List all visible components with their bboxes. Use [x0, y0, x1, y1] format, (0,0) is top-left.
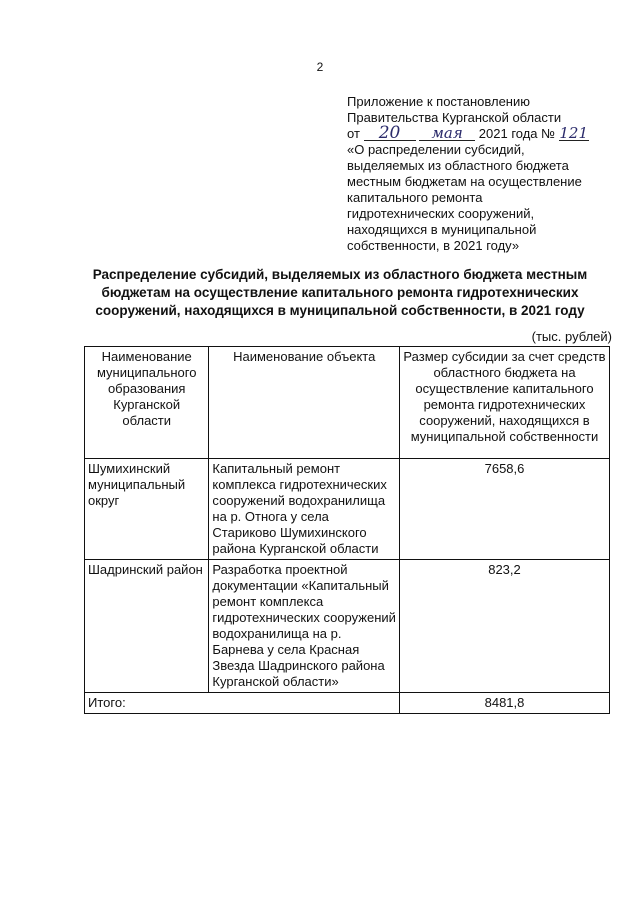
handwritten-doc-number: 121 — [559, 124, 589, 142]
cell-amount: 823,2 — [400, 560, 610, 693]
date-prefix: от — [347, 126, 360, 141]
cell-object: Разработка проектной документации «Капитальный ремонт комплекса гидротехнических сооружений водохранилища на р. Барнева у села Красная Звезда Шадринского района Курганской области» — [209, 560, 400, 693]
cell-municipality: Шумихинский муниципальный округ — [85, 459, 209, 560]
handwritten-month: мая — [419, 126, 475, 141]
header-amount: Размер субсидии за счет средств областного бюджета на осуществление капитального ремонта гидротехнических сооружений, находящихся в муниципальной собственности — [400, 347, 610, 459]
appendix-block — [347, 94, 607, 254]
table-header-row — [85, 347, 610, 459]
title-line-1: Распределение субсидий, выделяемых из областного бюджета местным — [92, 267, 588, 282]
appendix-ref-1: «О распределении субсидий, — [347, 142, 525, 157]
cell-amount: 7658,6 — [400, 459, 610, 560]
table-row — [85, 459, 610, 560]
page-number: 2 — [316, 60, 324, 74]
appendix-date-line — [347, 123, 607, 143]
header-municipality: Наименование муниципального образования Курганской области — [85, 347, 209, 459]
title-line-3: сооружений, находящихся в муниципальной собственности, в 2021 году — [95, 303, 585, 318]
cell-object: Капитальный ремонт комплекса гидротехнических сооружений водохранилища на р. Отнога у села Стариково Шумихинского района Курганской области — [209, 459, 400, 560]
title-line-2: бюджетам на осуществление капитального ремонта гидротехнических — [101, 285, 579, 300]
appendix-ref-6: находящихся в муниципальной — [347, 222, 537, 237]
appendix-ref-2: выделяемых из областного бюджета — [347, 158, 569, 173]
total-amount: 8481,8 — [400, 693, 610, 714]
header-object: Наименование объекта — [209, 347, 400, 459]
cell-municipality: Шадринский район — [85, 560, 209, 693]
document-title — [70, 266, 610, 320]
appendix-ref-5: гидротехнических сооружений, — [347, 206, 535, 221]
appendix-ref-7: собственности, в 2021 году» — [347, 238, 520, 253]
table-row — [85, 560, 610, 693]
unit-label: (тыс. рублей) — [531, 329, 612, 344]
appendix-ref-4: капитального ремонта — [347, 190, 483, 205]
appendix-ref-3: местным бюджетам на осуществление — [347, 174, 582, 189]
subsidy-table — [84, 346, 610, 714]
appendix-line-1: Приложение к постановлению — [347, 94, 530, 109]
appendix-line-2: Правительства Курганской области — [347, 110, 562, 125]
table-total-row — [85, 693, 610, 714]
total-label: Итого: — [85, 693, 400, 714]
date-year: 2021 года № — [478, 126, 556, 141]
handwritten-day: 20 — [364, 126, 416, 141]
